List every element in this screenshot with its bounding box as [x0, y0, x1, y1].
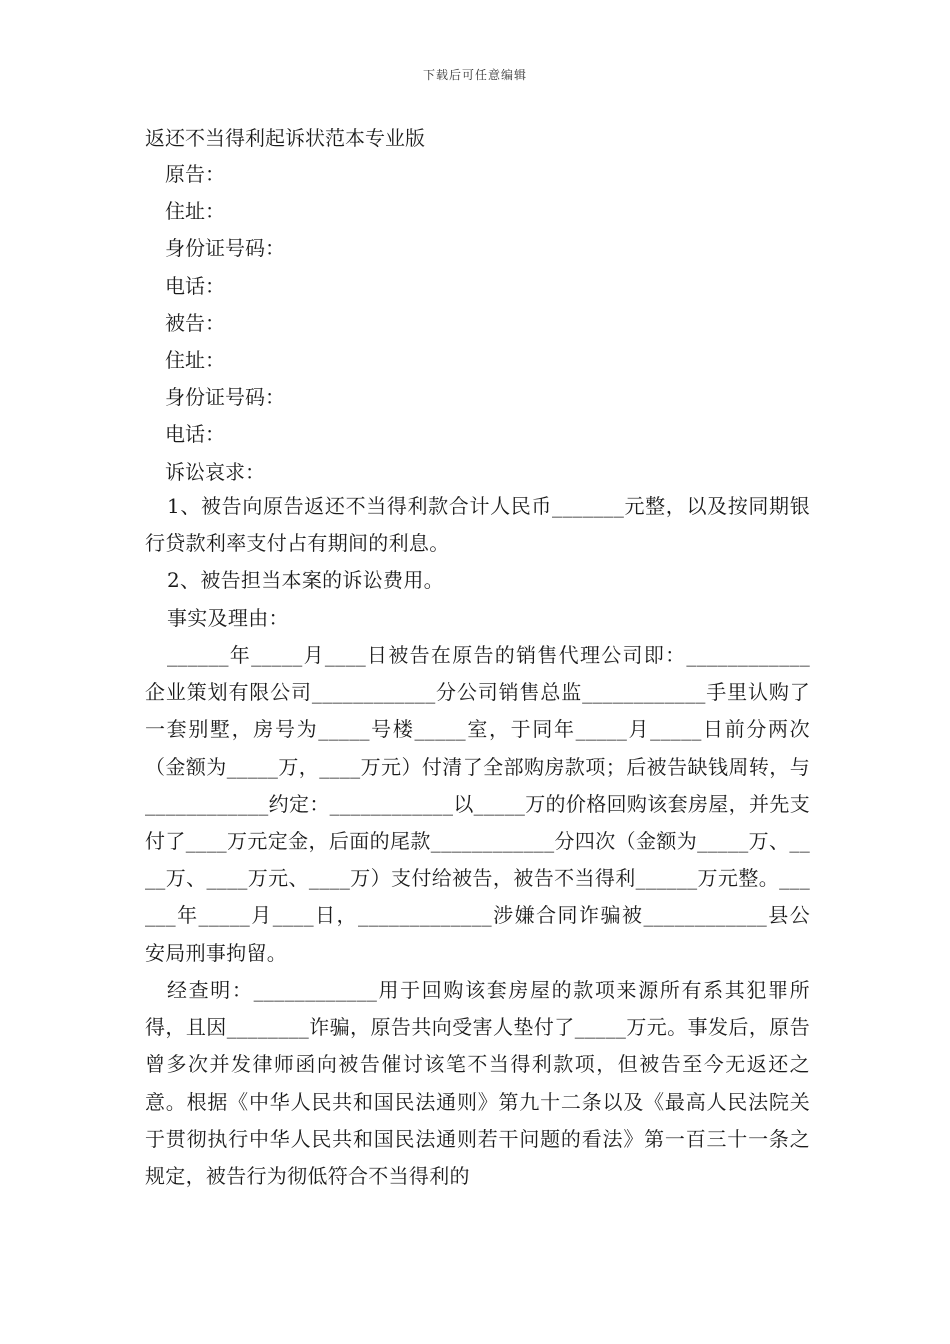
plaintiff-phone-label: 电话：: [165, 273, 225, 298]
plaintiff-label: 原告：: [165, 162, 225, 186]
document-title: 返还不当得利起诉状范本专业版: [145, 126, 425, 150]
facts-heading: 事实及理由：: [167, 606, 289, 630]
defendant-label: 被告：: [165, 310, 225, 335]
party-field-list: [165, 159, 285, 494]
claim-1-paragraph: 1、被告向原告返还不当得利款合计人民币_______元整，以及按同期银行贷款利率支付占有期间的利息。: [145, 494, 810, 556]
defendant-phone-label: 电话：: [165, 422, 225, 447]
claims-heading: 诉讼哀求：: [165, 459, 265, 484]
facts-paragraph: ______年_____月____日被告在原告的销售代理公司即：____________企业策划有限公司____________分公司销售总监____________手里认购了一套别墅，房号为_____号楼_____室，于同年_____月_____日前分两次（金额为_____万，____万元）付清了全部购房款项；后被告缺钱周转，与____________约定：____________以_____万的价格回购该套房屋，并先支付了____万元定金，后面的尾款____________分四次（金额为_____万、____万、____万元、____万）支付给被告，被告不当得利______万元整。______年_____月____日，_____________涉嫌合同诈骗被____________县公安局刑事拘留。: [145, 643, 810, 965]
claim-2-paragraph: 2、被告担当本案的诉讼费用。: [167, 568, 444, 592]
defendant-id-number-label: 身份证号码：: [165, 385, 285, 410]
plaintiff-id-number-label: 身份证号码：: [165, 236, 285, 261]
page-header-note: 下载后可任意编辑: [422, 68, 527, 82]
plaintiff-address-label: 住址：: [165, 199, 225, 224]
defendant-address-label: 住址：: [165, 347, 225, 372]
findings-paragraph: 经查明：____________用于回购该套房屋的款项来源所有系其犯罪所得，且因________诈骗，原告共向受害人垫付了_____万元。事发后，原告曾多次并发律师函向被告催讨该笔不当得利款项，但被告至今无返还之意。根据《中华人民共和国民法通则》第九十二条以及《最高人民法院关于贯彻执行中华人民共和国民法通则若干问题的看法》第一百三十一条之规定，被告行为彻低符合不当得利的: [145, 978, 810, 1189]
